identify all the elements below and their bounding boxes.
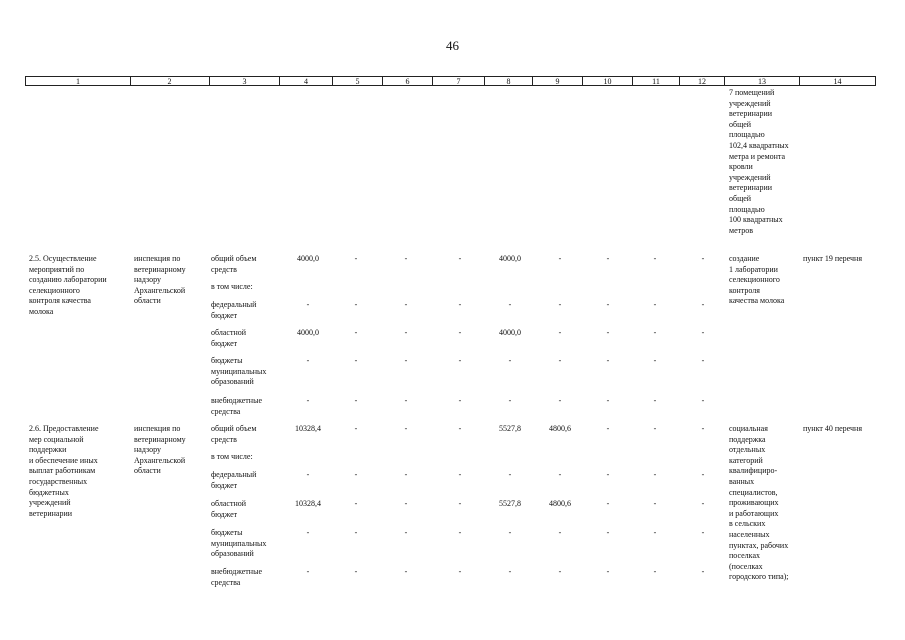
- funding-value-cell: -: [558, 254, 562, 263]
- funding-source-label: бюджеты: [211, 356, 243, 365]
- funding-value-cell: -: [558, 528, 562, 537]
- funding-value-cell: -: [508, 528, 512, 537]
- executor-line: инспекция по: [134, 254, 181, 263]
- funding-value-cell: -: [458, 528, 462, 537]
- funding-value-cell: -: [606, 499, 610, 508]
- funding-value-cell: -: [653, 470, 657, 479]
- result-line: в сельских: [729, 519, 766, 529]
- funding-value-cell: -: [354, 396, 358, 405]
- funding-value-cell: -: [306, 396, 310, 405]
- funding-source-label: образований: [211, 377, 254, 387]
- funding-value-cell: -: [508, 356, 512, 365]
- funding-value-cell: -: [653, 356, 657, 365]
- funding-value-cell: -: [558, 356, 562, 365]
- funding-value-cell: -: [458, 356, 462, 365]
- funding-source-label: бюджет: [211, 480, 238, 490]
- result-continuation-line: учреждений: [729, 98, 771, 108]
- funding-source-label: муниципальных: [211, 538, 267, 548]
- funding-value-cell: -: [404, 328, 408, 337]
- activity-title-line: и обеспечение иных: [29, 455, 98, 465]
- executor-line: надзору: [134, 445, 162, 455]
- funding-value-cell: -: [653, 499, 657, 508]
- result-continuation-line: общей: [729, 194, 752, 203]
- result-line: контроля: [729, 285, 760, 295]
- result-continuation-line: учреждений: [729, 172, 771, 182]
- funding-value-cell: -: [354, 470, 358, 479]
- header-cell-9: 9: [533, 76, 583, 86]
- executor-line: ветеринарному: [134, 434, 186, 444]
- result-continuation-line: ветеринарии: [729, 109, 773, 119]
- funding-value-cell: -: [354, 254, 358, 263]
- result-line: селекционного: [729, 275, 780, 285]
- activity-title-line: государственных: [29, 477, 88, 486]
- funding-value-cell: -: [404, 356, 408, 365]
- executor-line: области: [134, 296, 161, 306]
- funding-value-cell: 4800,6: [549, 499, 571, 508]
- activity-title-line: выплат работникам: [29, 466, 96, 476]
- basis-reference: пункт 40 перечня: [803, 424, 863, 433]
- funding-value-cell: 4000,0: [297, 328, 319, 337]
- funding-value-cell: -: [306, 300, 310, 309]
- funding-source-label: средства: [211, 577, 241, 587]
- result-line: проживающих: [729, 498, 779, 508]
- result-continuation-line: кровли: [729, 162, 753, 172]
- funding-value-cell: -: [354, 499, 358, 508]
- funding-value-cell: -: [306, 528, 310, 537]
- funding-value-cell: -: [404, 567, 408, 576]
- result-line: 1 лаборатории: [729, 264, 778, 274]
- funding-value-cell: -: [701, 328, 705, 337]
- activity-title-line: мер социальной: [29, 434, 84, 444]
- result-line: социальная: [729, 424, 768, 433]
- funding-source-label: бюджет: [211, 338, 238, 348]
- funding-value-cell: -: [606, 300, 610, 309]
- page-number: 46: [446, 38, 459, 53]
- funding-value-cell: -: [606, 356, 610, 365]
- funding-source-label: бюджет: [211, 509, 238, 519]
- result-line: категорий: [729, 455, 763, 465]
- funding-value-cell: -: [306, 356, 310, 365]
- funding-value-cell: -: [653, 424, 657, 433]
- result-line: создание: [729, 254, 760, 263]
- funding-value-cell: 4000,0: [499, 328, 521, 337]
- funding-value-cell: -: [558, 567, 562, 576]
- funding-value-cell: -: [701, 567, 705, 576]
- funding-value-cell: -: [558, 300, 562, 309]
- funding-value-cell: -: [606, 328, 610, 337]
- header-cell-12: 12: [680, 76, 725, 86]
- funding-value-cell: -: [701, 396, 705, 405]
- funding-value-cell: -: [701, 254, 705, 263]
- funding-value-cell: 10328,4: [295, 499, 321, 508]
- funding-source-label: областной: [211, 499, 247, 508]
- funding-value-cell: -: [508, 470, 512, 479]
- activity-title-line: контроля качества: [29, 296, 91, 306]
- result-line: городского типа);: [729, 572, 789, 582]
- activity-title-line: учреждений: [29, 498, 71, 508]
- funding-value-cell: -: [458, 470, 462, 479]
- funding-value-cell: -: [354, 328, 358, 337]
- funding-source-label: общий объем: [211, 424, 257, 433]
- activity-title-line: бюджетных: [29, 487, 69, 497]
- activity-title-line: молока: [29, 307, 54, 316]
- header-cell-8: 8: [485, 76, 533, 86]
- result-continuation-line: площадью: [729, 130, 765, 140]
- result-line: (поселках: [729, 561, 763, 571]
- funding-value-cell: -: [606, 567, 610, 576]
- header-cell-7: 7: [433, 76, 485, 86]
- funding-value-cell: -: [653, 567, 657, 576]
- funding-value-cell: -: [653, 300, 657, 309]
- funding-value-cell: -: [508, 300, 512, 309]
- header-cell-11: 11: [633, 76, 680, 86]
- funding-source-label: федеральный: [211, 300, 257, 309]
- activity-title-line: ветеринарии: [29, 508, 73, 518]
- basis-reference: пункт 19 перечня: [803, 254, 863, 263]
- funding-source-label: бюджет: [211, 310, 238, 320]
- funding-value-cell: -: [558, 328, 562, 337]
- activity-title-line: селекционного: [29, 285, 80, 295]
- result-continuation-line: 7 помещений: [729, 88, 775, 97]
- result-continuation-line: ветеринарии: [729, 183, 773, 193]
- executor-line: Архангельской: [134, 455, 186, 465]
- header-cell-1: 1: [25, 76, 131, 86]
- funding-value-cell: -: [458, 424, 462, 433]
- funding-value-cell: -: [306, 567, 310, 576]
- header-cell-10: 10: [583, 76, 633, 86]
- header-cell-4: 4: [280, 76, 333, 86]
- executor-line: надзору: [134, 275, 162, 285]
- result-line: ванных: [729, 477, 755, 486]
- funding-value-cell: -: [653, 528, 657, 537]
- funding-value-cell: -: [458, 396, 462, 405]
- executor-line: ветеринарному: [134, 264, 186, 274]
- funding-value-cell: -: [354, 567, 358, 576]
- funding-value-cell: -: [508, 567, 512, 576]
- funding-value-cell: -: [653, 328, 657, 337]
- result-continuation-line: метров: [729, 225, 753, 235]
- funding-value-cell: 5527,8: [499, 499, 521, 508]
- funding-value-cell: -: [558, 396, 562, 405]
- result-continuation-line: 100 квадратных: [729, 215, 783, 225]
- funding-value-cell: -: [354, 528, 358, 537]
- funding-value-cell: -: [404, 528, 408, 537]
- funding-source-label: областной: [211, 328, 247, 337]
- funding-value-cell: -: [653, 396, 657, 405]
- funding-value-cell: -: [458, 328, 462, 337]
- result-line: поселках: [729, 551, 760, 561]
- result-line: поддержка: [729, 434, 766, 444]
- result-line: пунктах, рабочих: [729, 540, 789, 550]
- funding-value-cell: -: [701, 424, 705, 433]
- result-continuation-line: 102,4 квадратных: [729, 141, 789, 150]
- header-cell-2: 2: [130, 76, 210, 86]
- funding-source-label: средств: [211, 264, 237, 274]
- funding-value-cell: -: [404, 470, 408, 479]
- result-line: специалистов,: [729, 487, 778, 497]
- funding-value-cell: -: [701, 499, 705, 508]
- header-cell-13: 13: [725, 76, 800, 86]
- funding-value-cell: 5527,8: [499, 424, 521, 433]
- result-line: квалифициро-: [729, 466, 778, 476]
- funding-source-label: средства: [211, 406, 241, 416]
- result-line: отдельных: [729, 445, 766, 455]
- funding-value-cell: 4000,0: [499, 254, 521, 263]
- funding-value-cell: 4800,6: [549, 424, 571, 433]
- result-line: качества молока: [729, 296, 785, 306]
- funding-value-cell: -: [404, 254, 408, 263]
- header-cell-5: 5: [333, 76, 383, 86]
- funding-value-cell: -: [306, 470, 310, 479]
- funding-value-cell: 4000,0: [297, 254, 319, 263]
- funding-value-cell: -: [701, 528, 705, 537]
- activity-title-line: созданию лаборатории: [29, 275, 107, 285]
- funding-value-cell: -: [404, 424, 408, 433]
- result-continuation-line: площадью: [729, 204, 765, 214]
- funding-value-cell: -: [458, 499, 462, 508]
- funding-value-cell: -: [458, 254, 462, 263]
- funding-value-cell: -: [558, 470, 562, 479]
- executor-line: Архангельской: [134, 285, 186, 295]
- funding-value-cell: 10328,4: [295, 424, 321, 433]
- funding-value-cell: -: [653, 254, 657, 263]
- header-cell-3: 3: [210, 76, 280, 86]
- funding-source-label: в том числе:: [211, 282, 253, 291]
- funding-value-cell: -: [354, 300, 358, 309]
- executor-line: области: [134, 466, 161, 476]
- funding-source-label: муниципальных: [211, 366, 267, 376]
- funding-value-cell: -: [404, 499, 408, 508]
- funding-value-cell: -: [606, 528, 610, 537]
- activity-title-line: поддержки: [29, 445, 67, 455]
- activity-title-line: 2.6. Предоставление: [29, 424, 99, 433]
- funding-value-cell: -: [354, 424, 358, 433]
- result-continuation-line: общей: [729, 119, 752, 129]
- executor-line: инспекция по: [134, 424, 181, 433]
- funding-source-label: в том числе:: [211, 452, 253, 461]
- funding-value-cell: -: [606, 424, 610, 433]
- funding-source-label: федеральный: [211, 470, 257, 479]
- activity-title-line: 2.5. Осуществление: [29, 254, 97, 263]
- header-cell-14: 14: [800, 76, 876, 86]
- funding-source-label: бюджеты: [211, 528, 243, 537]
- funding-value-cell: -: [508, 396, 512, 405]
- funding-source-label: средств: [211, 434, 237, 444]
- funding-source-label: образований: [211, 549, 254, 559]
- funding-value-cell: -: [458, 567, 462, 576]
- funding-value-cell: -: [701, 356, 705, 365]
- funding-value-cell: -: [606, 396, 610, 405]
- funding-value-cell: -: [458, 300, 462, 309]
- funding-value-cell: -: [404, 300, 408, 309]
- funding-value-cell: -: [404, 396, 408, 405]
- funding-source-label: внебюджетные: [211, 567, 262, 576]
- funding-source-label: внебюджетные: [211, 396, 262, 405]
- funding-value-cell: -: [354, 356, 358, 365]
- header-cell-6: 6: [383, 76, 433, 86]
- result-continuation-line: метра и ремонта: [729, 151, 786, 161]
- funding-value-cell: -: [606, 470, 610, 479]
- funding-source-label: общий объем: [211, 254, 257, 263]
- funding-value-cell: -: [606, 254, 610, 263]
- activity-title-line: мероприятий по: [29, 264, 85, 274]
- result-line: и работающих: [729, 508, 779, 518]
- funding-value-cell: -: [701, 470, 705, 479]
- funding-value-cell: -: [701, 300, 705, 309]
- result-line: населенных: [729, 530, 770, 539]
